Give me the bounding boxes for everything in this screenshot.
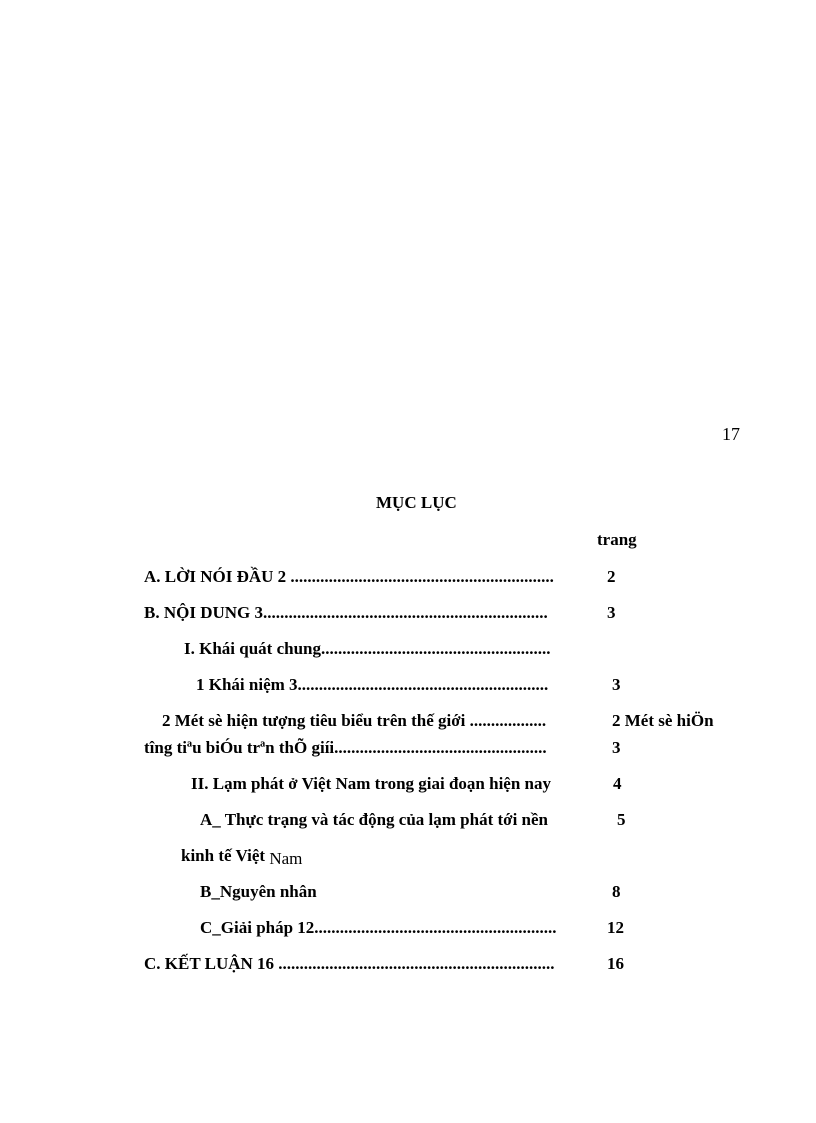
toc-page-nguyen-nhan: 8	[612, 882, 621, 901]
toc-entry-noi-dung: B. NỘI DUNG 3...................................................................	[144, 603, 548, 622]
toc-page-thuc-trang: 5	[617, 810, 626, 829]
toc-page-ket-luan: 16	[607, 954, 624, 973]
toc-page-loi-noi-dau: 2	[607, 567, 616, 586]
toc-page-giai-phap: 12	[607, 918, 624, 937]
toc-entry-giai-phap: C_Giải pháp 12.........................................................	[200, 918, 557, 937]
toc-page-lam-phat-viet-nam: 4	[613, 774, 622, 793]
toc-page-noi-dung: 3	[607, 603, 616, 622]
toc-entry-lam-phat-viet-nam: II. Lạm phát ở Việt Nam trong giai đoạn hiện nay	[191, 774, 552, 793]
toc-page-khai-niem: 3	[612, 675, 621, 694]
page-column-label: trang	[597, 530, 637, 549]
toc-page-hien-tuong-cont: 3	[612, 738, 621, 757]
toc-page-hien-tuong: 2 Mét sè hiÖn	[612, 711, 714, 730]
nam-text: Nam	[269, 849, 303, 868]
toc-entry-khai-quat-chung: I. Khái quát chung......................................................	[184, 639, 551, 658]
kinh-te-viet-text: kinh tế Việt	[181, 846, 266, 865]
toc-entry-hien-tuong: 2 Mét sè hiện tượng tiêu biểu trên thế giới ..................	[162, 711, 547, 730]
page-number: 17	[722, 424, 740, 444]
toc-entry-hien-tuong-cont: tîng tiªu biÓu trªn thÕ giíi..................................................	[144, 738, 547, 757]
toc-entry-loi-noi-dau: A. LỜI NÓI ĐẦU 2 ..............................................................	[144, 567, 554, 586]
toc-entry-nguyen-nhan: B_Nguyên nhân	[200, 882, 317, 901]
toc-entry-thuc-trang-cont	[181, 846, 302, 866]
toc-entry-ket-luan: C. KẾT LUẬN 16 .................................................................	[144, 954, 555, 973]
toc-entry-khai-niem: 1 Khái niệm 3...........................................................	[196, 675, 549, 694]
toc-title: MỤC LỤC	[376, 493, 457, 512]
toc-entry-thuc-trang: A_ Thực trạng và tác động của lạm phát tới nền	[200, 810, 548, 829]
